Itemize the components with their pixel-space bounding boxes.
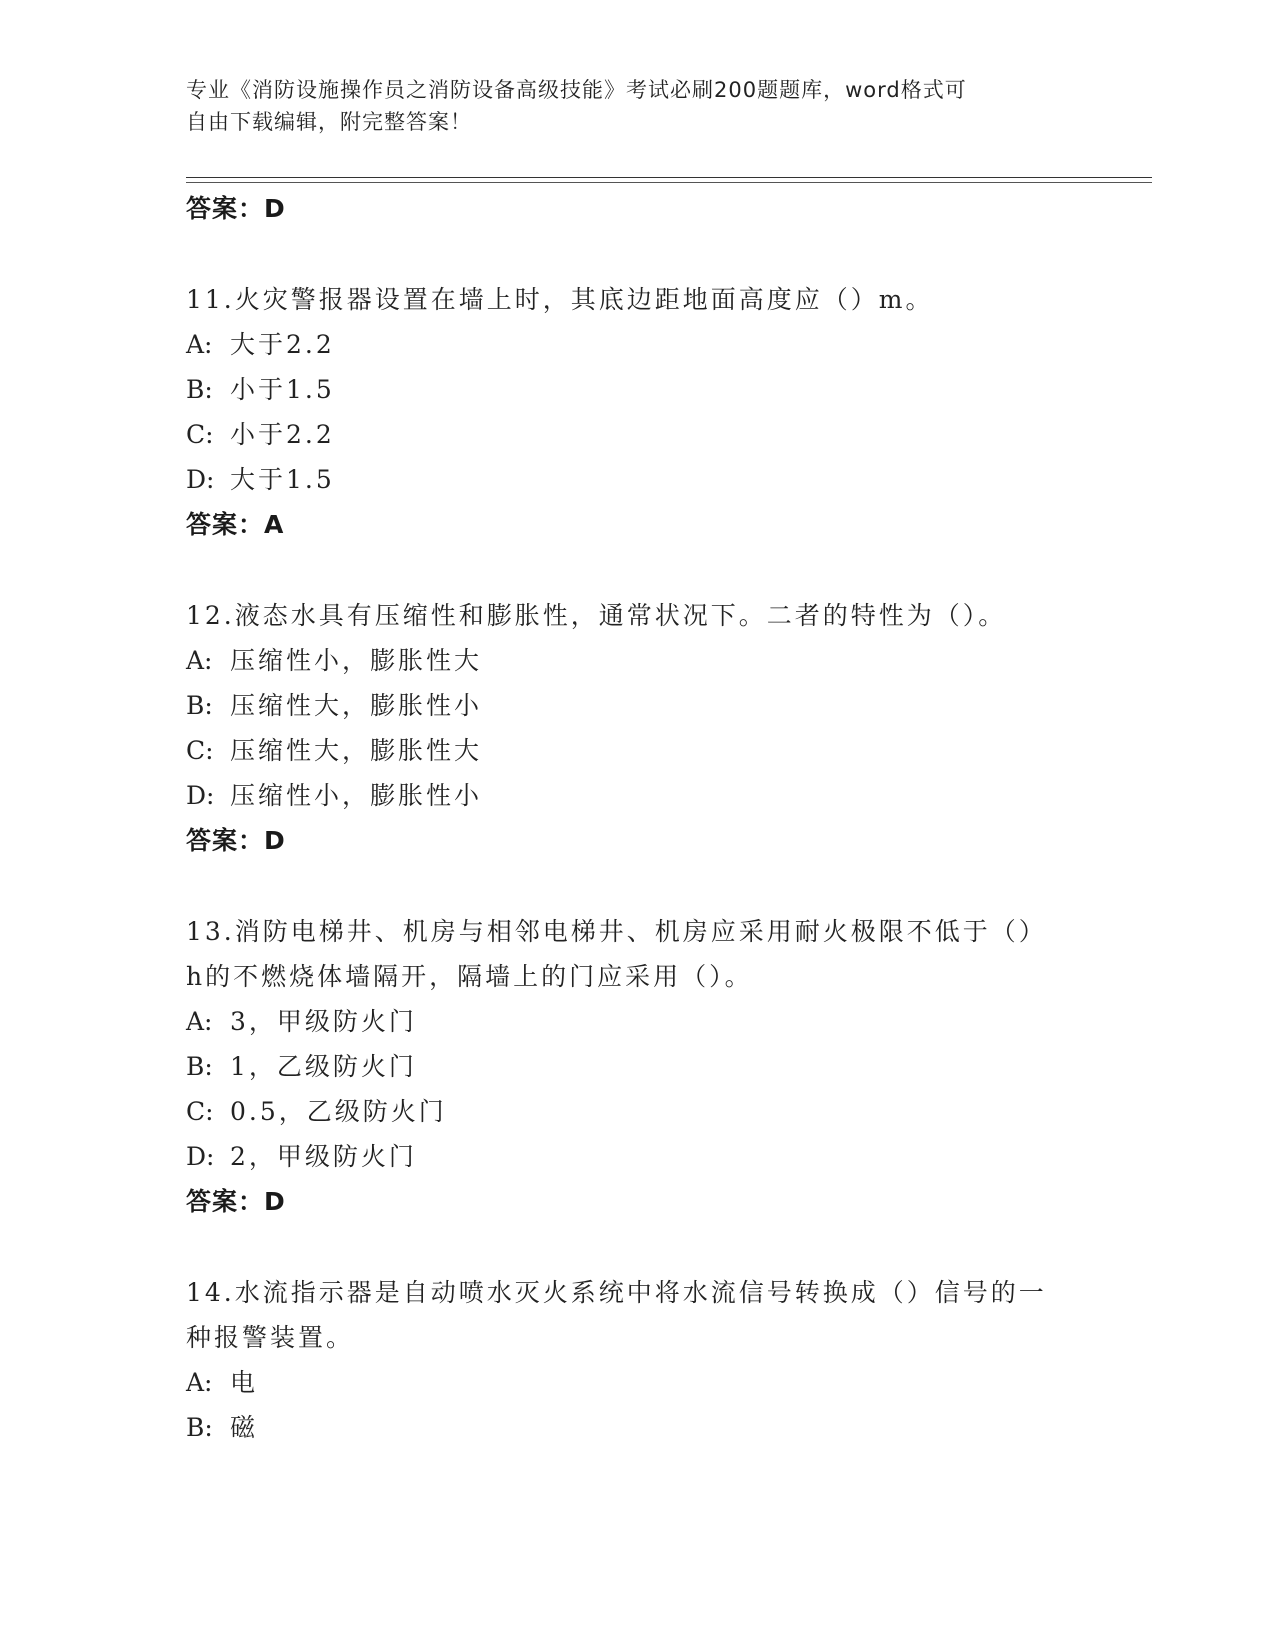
option-b: B: 压缩性大，膨胀性小: [186, 691, 483, 720]
option-b: B: 磁: [186, 1413, 259, 1442]
question-list: [186, 186, 1086, 1450]
answer: 答案：D: [186, 826, 286, 855]
question-14: [186, 1270, 1086, 1450]
option-c: C: 压缩性大，膨胀性大: [186, 736, 483, 765]
option-a: A: 电: [186, 1368, 259, 1397]
question-stem: 11.火灾警报器设置在墙上时，其底边距地面高度应（）m。: [186, 285, 934, 314]
option-d: D: 压缩性小，膨胀性小: [186, 781, 483, 810]
previous-answer: 答案：D: [186, 194, 286, 223]
option-c: C: 小于2.2: [186, 420, 335, 449]
question-stem-line-1: 14.水流指示器是自动喷水灭火系统中将水流信号转换成（）信号的一: [186, 1278, 1047, 1307]
question-12: [186, 593, 1086, 863]
header-divider-thick: [186, 177, 1152, 178]
option-a: A: 压缩性小，膨胀性大: [186, 646, 483, 675]
option-c: C: 0.5，乙级防火门: [186, 1097, 447, 1126]
question-11: [186, 277, 1086, 547]
option-d: D: 大于1.5: [186, 465, 335, 494]
header-line-1: 专业《消防设施操作员之消防设备高级技能》考试必刷200题题库，word格式可: [186, 78, 967, 102]
option-d: D: 2，甲级防火门: [186, 1142, 417, 1171]
option-b: B: 1，乙级防火门: [186, 1052, 417, 1081]
header-divider-thin: [186, 182, 1152, 183]
document-header: [186, 74, 1066, 138]
question-stem: 12.液态水具有压缩性和膨胀性，通常状况下。二者的特性为（）。: [186, 601, 1007, 630]
question-13: [186, 909, 1086, 1224]
answer: 答案：A: [186, 510, 285, 539]
option-a: A: 大于2.2: [186, 330, 335, 359]
header-line-2: 自由下载编辑，附完整答案！: [186, 110, 472, 134]
question-stem-line-2: 种报警装置。: [186, 1323, 355, 1352]
option-a: A: 3，甲级防火门: [186, 1007, 417, 1036]
option-b: B: 小于1.5: [186, 375, 335, 404]
answer: 答案：D: [186, 1187, 286, 1216]
question-stem-line-2: h的不燃烧体墙隔开，隔墙上的门应采用（）。: [186, 962, 753, 991]
question-stem-line-1: 13.消防电梯井、机房与相邻电梯井、机房应采用耐火极限不低于（）: [186, 917, 1047, 946]
